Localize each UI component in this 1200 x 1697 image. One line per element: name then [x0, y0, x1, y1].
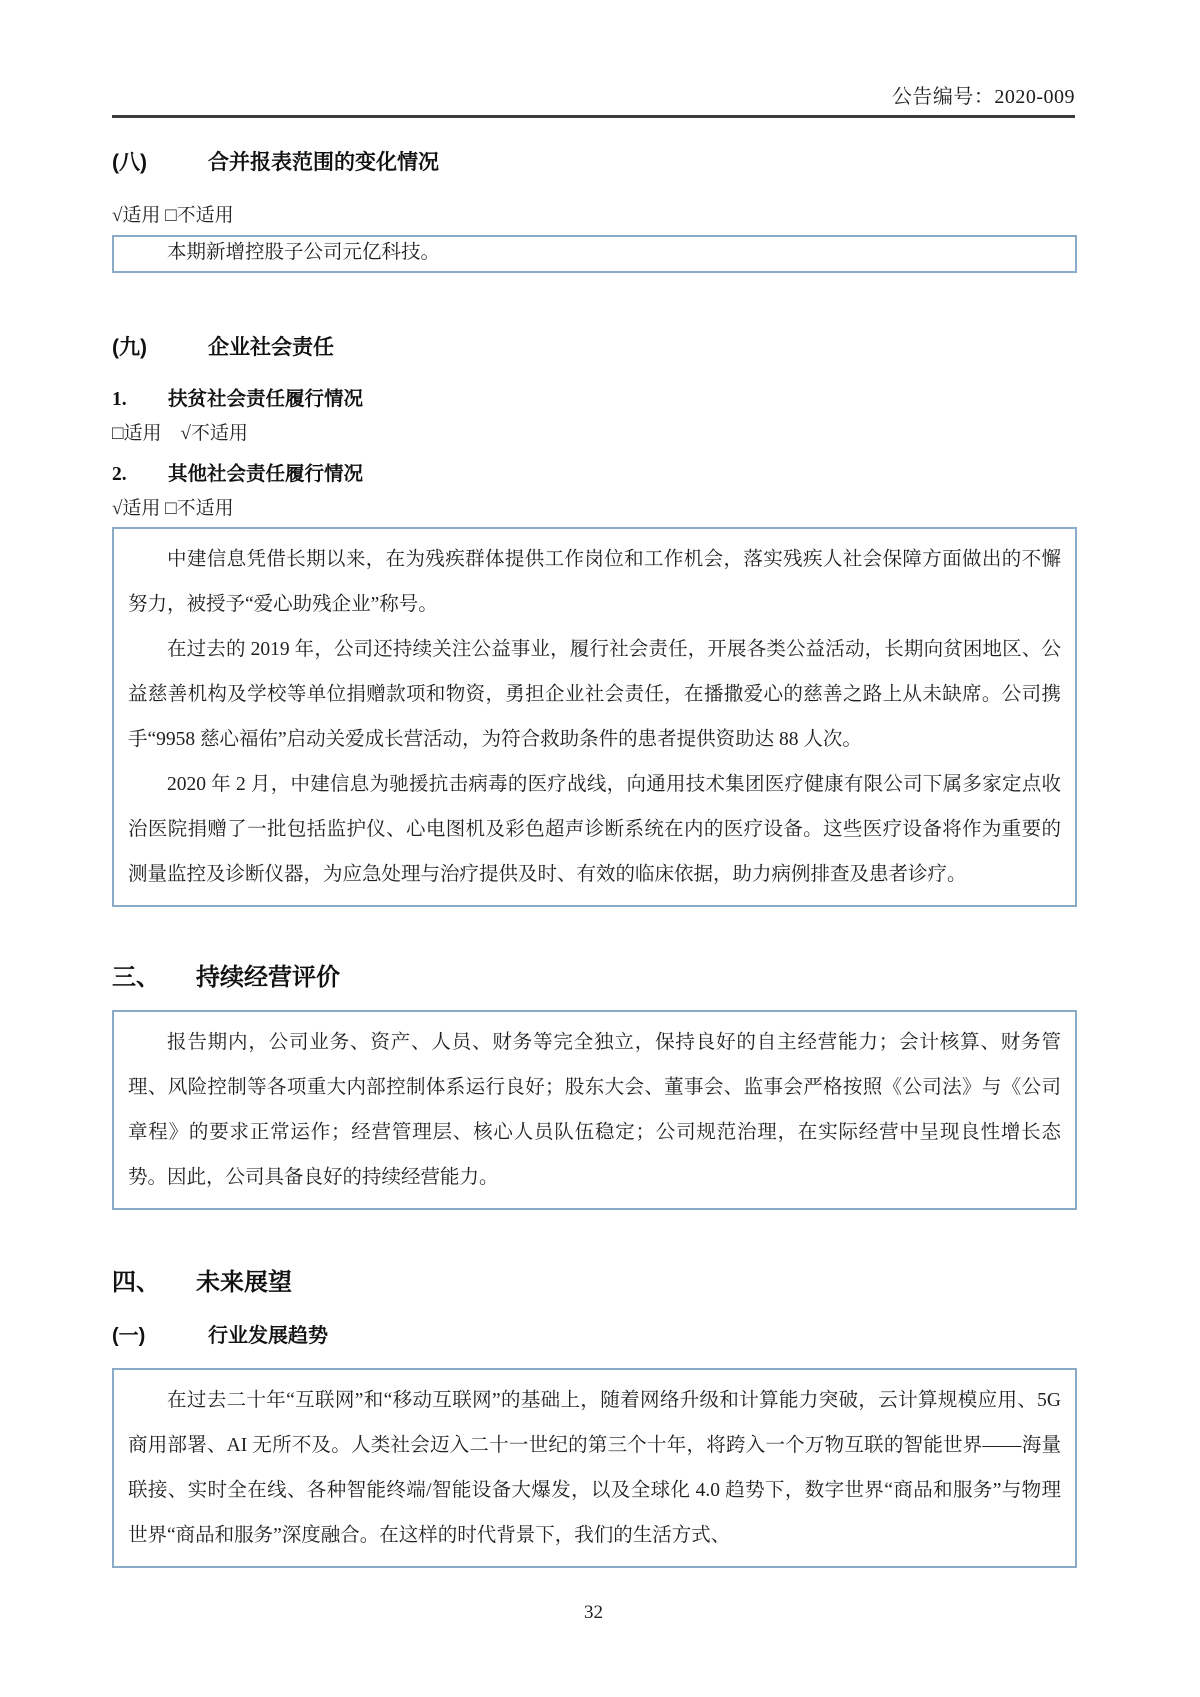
item-1-applicability: □适用 √不适用 — [112, 423, 248, 444]
section-8-heading — [112, 146, 1075, 176]
section-8-label: (八) — [112, 151, 147, 174]
section-8-title: 合并报表范围的变化情况 — [208, 151, 439, 174]
section-9-title: 企业社会责任 — [208, 336, 334, 359]
section-3-heading — [112, 957, 1075, 992]
section-8-textbox — [112, 235, 1077, 273]
page-number: 32 — [584, 1602, 603, 1623]
paragraph: 中建信息凭借长期以来，在为残疾群体提供工作岗位和工作机会，落实残疾人社会保障方面做出的不懈努力，被授予“爱心助残企业”称号。 — [128, 549, 1061, 615]
paragraph: 在过去二十年“互联网”和“移动互联网”的基础上，随着网络升级和计算能力突破，云计算规模应用、5G 商用部署、AI 无所不及。人类社会迈入二十一世纪的第三个十年，将跨入一个万物互联的智能世界——海量联接、实时全在线、各种智能终端/智能设备大爆发，以及全球化 4.0 趋势下，数字世界“商品和服务”与物理世界“商品和服务”深度融合。在这样的时代背景下，我们的生活方式、 — [128, 1390, 1061, 1546]
section-9-heading — [112, 331, 1075, 361]
section-4-sub-1-label: (一) — [112, 1325, 146, 1347]
item-2-number: 2. — [112, 464, 127, 485]
section-8-box-text: 本期新增控股子公司元亿科技。 — [167, 242, 441, 263]
document-header — [112, 0, 1075, 109]
section-4-sub-1-heading — [112, 1319, 1075, 1348]
section-4-title: 未来展望 — [196, 1269, 292, 1296]
section-9-label: (九) — [112, 336, 147, 359]
section-3-title: 持续经营评价 — [196, 964, 340, 991]
section-9-item-2-heading — [112, 458, 1075, 486]
paragraph: 2020 年 2 月，中建信息为驰援抗击病毒的医疗战线，向通用技术集团医疗健康有限公司下属多家定点收治医院捐赠了一批包括监护仪、心电图机及彩色超声诊断系统在内的医疗设备。这些医疗设备将作为重要的测量监控及诊断仪器，为应急处理与治疗提供及时、有效的临床依据，助力病例排查及患者诊疗。 — [128, 774, 1061, 885]
section-4-textbox — [112, 1368, 1077, 1568]
page-footer — [112, 1602, 1075, 1624]
paragraph: 报告期内，公司业务、资产、人员、财务等完全独立，保持良好的自主经营能力；会计核算、财务管理、风险控制等各项重大内部控制体系运行良好；股东大会、董事会、监事会严格按照《公司法》与《公司章程》的要求正常运作；经营管理层、核心人员队伍稳定；公司规范治理，在实际经营中呈现良性增长态势。因此，公司具备良好的持续经营能力。 — [128, 1032, 1061, 1188]
section-4-sub-1-title: 行业发展趋势 — [208, 1325, 328, 1347]
section-9-textbox — [112, 527, 1077, 907]
section-4-label: 四、 — [112, 1269, 160, 1296]
item-1-title: 扶贫社会责任履行情况 — [168, 388, 364, 410]
section-3-textbox — [112, 1010, 1077, 1210]
item-2-title: 其他社会责任履行情况 — [168, 463, 364, 485]
section-9-item-1-heading — [112, 383, 1075, 411]
item-1-number: 1. — [112, 389, 127, 410]
item-2-applicability: √适用 □不适用 — [112, 498, 234, 519]
announcement-number: 公告编号：2020-009 — [891, 86, 1075, 108]
header-divider — [112, 115, 1075, 118]
section-8-applicability: √适用 □不适用 — [112, 205, 234, 226]
section-4-heading — [112, 1262, 1075, 1297]
paragraph: 在过去的 2019 年，公司还持续关注公益事业，履行社会责任，开展各类公益活动，长期向贫困地区、公益慈善机构及学校等单位捐赠款项和物资，勇担企业社会责任，在播撒爱心的慈善之路上从未缺席。公司携手“9958 慈心福佑”启动关爱成长营活动，为符合救助条件的患者提供资助达 88 人次。 — [128, 639, 1061, 750]
section-3-label: 三、 — [112, 964, 160, 991]
document-page — [112, 0, 1075, 1624]
